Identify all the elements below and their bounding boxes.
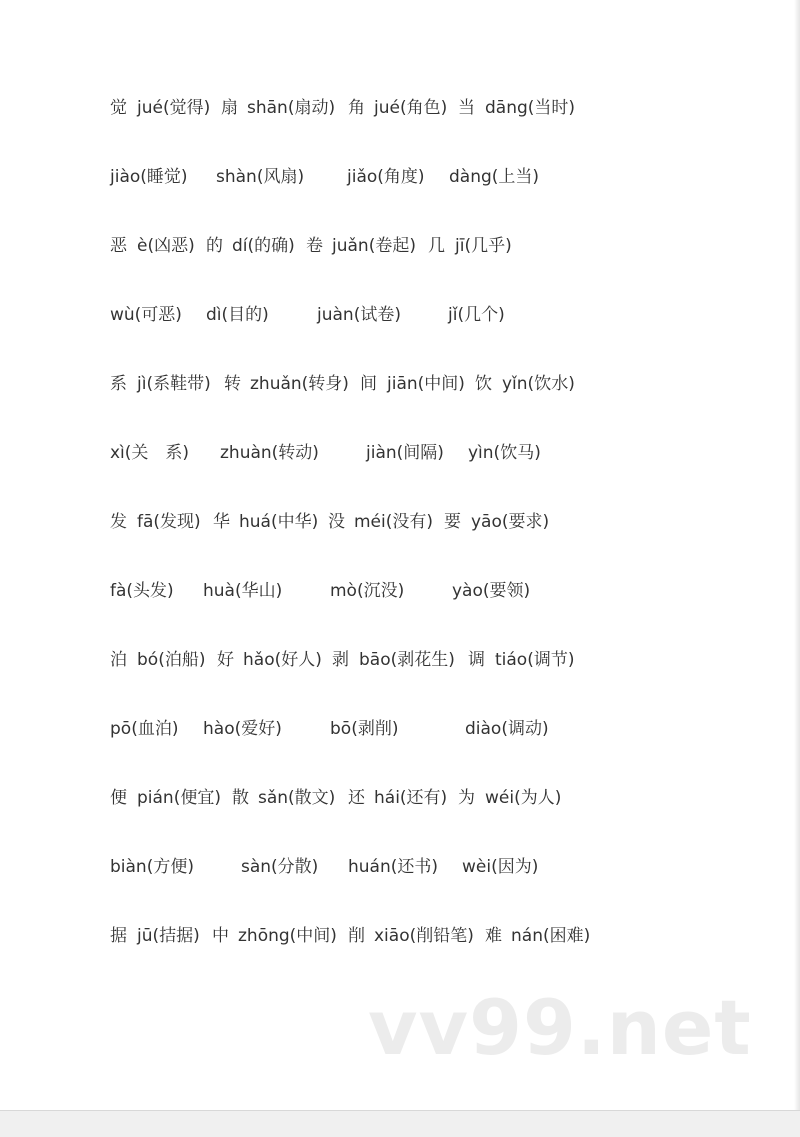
character: 角 xyxy=(348,98,365,118)
pinyin-entry: hǎo(好人) xyxy=(243,650,322,670)
pinyin-entry: jué(觉得) xyxy=(137,98,211,118)
character: 当 xyxy=(458,98,475,118)
character: 觉 xyxy=(110,98,127,118)
character: 便 xyxy=(110,788,127,808)
pinyin-entry: xì(关 系) xyxy=(110,443,190,463)
pinyin-entry: zhuàn(转动) xyxy=(220,443,319,463)
pinyin-entry: tiáo(调节) xyxy=(495,650,575,670)
pinyin-entry: xiāo(削铅笔) xyxy=(374,926,474,946)
character: 难 xyxy=(485,926,502,946)
character: 还 xyxy=(348,788,365,808)
pinyin-entry: wèi(因为) xyxy=(462,857,539,877)
character: 剥 xyxy=(332,650,349,670)
pinyin-entry: jì(系鞋带) xyxy=(137,374,211,394)
pinyin-entry: jiǎo(角度) xyxy=(347,167,425,187)
character: 发 xyxy=(110,512,127,532)
pinyin-entry: pián(便宜) xyxy=(137,788,221,808)
pinyin-entry: juàn(试卷) xyxy=(317,305,401,325)
pinyin-entry: jiào(睡觉) xyxy=(110,167,188,187)
pinyin-entry: fā(发现) xyxy=(137,512,201,532)
pinyin-entry: huán(还书) xyxy=(348,857,439,877)
pinyin-entry: juǎn(卷起) xyxy=(332,236,416,256)
pinyin-entry: jū(拮据) xyxy=(137,926,200,946)
pinyin-entry: yào(要领) xyxy=(452,581,531,601)
pinyin-entry: hái(还有) xyxy=(374,788,448,808)
pinyin-entry: diào(调动) xyxy=(465,719,549,739)
character: 泊 xyxy=(110,650,127,670)
character: 扇 xyxy=(221,98,238,118)
pinyin-entry: bó(泊船) xyxy=(137,650,206,670)
pinyin-entry: jiàn(间隔) xyxy=(366,443,444,463)
character: 恶 xyxy=(110,236,127,256)
pinyin-entry: jiān(中间) xyxy=(387,374,465,394)
pinyin-entry: bō(剥削) xyxy=(330,719,399,739)
character: 据 xyxy=(110,926,127,946)
pinyin-entry: yāo(要求) xyxy=(471,512,550,532)
pinyin-entry: dì(目的) xyxy=(206,305,269,325)
pinyin-entry: yìn(饮马) xyxy=(468,443,541,463)
pinyin-entry: nán(困难) xyxy=(511,926,591,946)
pinyin-entry: mò(沉没) xyxy=(330,581,405,601)
character: 的 xyxy=(206,236,223,256)
character: 调 xyxy=(468,650,485,670)
character: 要 xyxy=(444,512,461,532)
pinyin-entry: dí(的确) xyxy=(232,236,295,256)
pinyin-entry: pō(血泊) xyxy=(110,719,179,739)
pinyin-entry: sǎn(散文) xyxy=(258,788,336,808)
pinyin-entry: hào(爱好) xyxy=(203,719,282,739)
pinyin-entry: yǐn(饮水) xyxy=(502,374,575,394)
character: 系 xyxy=(110,374,127,394)
character: 散 xyxy=(232,788,249,808)
character: 华 xyxy=(213,512,230,532)
pinyin-entry: zhuǎn(转身) xyxy=(250,374,349,394)
pinyin-entry: wù(可恶) xyxy=(110,305,182,325)
character: 转 xyxy=(224,374,241,394)
pinyin-entry: shàn(风扇) xyxy=(216,167,305,187)
character: 没 xyxy=(328,512,345,532)
pinyin-entry: è(凶恶) xyxy=(137,236,195,256)
watermark-text: vv99.net xyxy=(368,983,752,1072)
pinyin-entry: wéi(为人) xyxy=(485,788,562,808)
pinyin-entry: sàn(分散) xyxy=(241,857,319,877)
pinyin-entry: fà(头发) xyxy=(110,581,174,601)
page-edge-shadow xyxy=(794,0,800,1110)
pinyin-entry: biàn(方便) xyxy=(110,857,194,877)
character: 削 xyxy=(348,926,365,946)
pinyin-entry: dàng(上当) xyxy=(449,167,540,187)
character: 几 xyxy=(428,236,445,256)
character: 好 xyxy=(217,650,234,670)
pinyin-entry: méi(没有) xyxy=(354,512,434,532)
pinyin-entry: bāo(剥花生) xyxy=(359,650,455,670)
pinyin-entry: huá(中华) xyxy=(239,512,319,532)
pinyin-entry: zhōng(中间) xyxy=(238,926,337,946)
character: 饮 xyxy=(475,374,492,394)
pinyin-entry: shān(扇动) xyxy=(247,98,336,118)
pinyin-entry: jī(几乎) xyxy=(455,236,512,256)
pinyin-entry: huà(华山) xyxy=(203,581,283,601)
character: 为 xyxy=(458,788,475,808)
pinyin-entry: dāng(当时) xyxy=(485,98,576,118)
character: 卷 xyxy=(306,236,323,256)
pinyin-entry: jǐ(几个) xyxy=(448,305,505,325)
page-bottom-strip xyxy=(0,1110,800,1137)
character: 间 xyxy=(360,374,377,394)
pinyin-entry: jué(角色) xyxy=(374,98,448,118)
character: 中 xyxy=(212,926,229,946)
